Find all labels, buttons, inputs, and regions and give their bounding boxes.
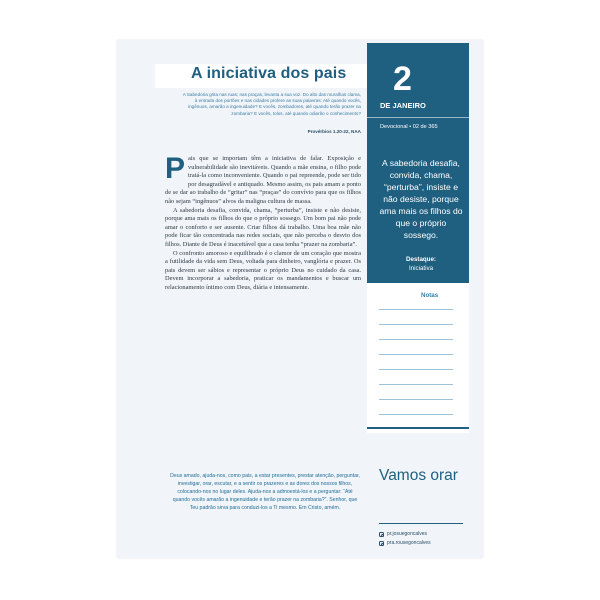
month-label: DE JANEIRO [380,101,426,110]
prayer-heading: Vamos orar [379,467,458,484]
day-number: 2 [393,60,412,98]
paragraph: O confronto amoroso e equilibrado é o clamor de um coração que mostra a futilidade da vida sem Deus, voltada para dinheiro, vanglória e prazer. Os pais devem ser sábios e representar o próprio Deus no cuidado da casa. Devem incorporar a sabedoria, praticar os mandamentos e buscar um relacionamento íntimo com Deus, diária e intensamente. [165,249,361,291]
social-handle [379,531,427,537]
paragraph-text: ais que se importam têm a iniciativa de falar. Exposição e vulnerabilidade são inevitáveis. Quando a mãe ensina, o filho pode tratá-la como inconveniente. Quando o pai repreende, pode ser tido por desagradável e antiquado. Mesmo assim, os pais amam a ponto de se dar ao trabalho de “gritar” nas “praças” do convívio para que os filhos não sejam “ingênuos” alvos da maligna cultura de massa. [165,155,361,205]
divider [379,523,463,524]
drop-cap: P [165,152,186,185]
scripture-reference: Provérbios 1.20-22, NAA [307,129,361,134]
social-handle-text: pra.rousegoncalves [387,540,431,546]
note-line [379,339,453,340]
devotional-counter: Devocional • 02 de 365 [380,124,438,130]
paragraph [165,152,361,207]
notes-title: Notas [421,292,439,299]
note-line [379,414,453,415]
note-line [379,384,453,385]
divider [367,117,469,118]
body-text [165,152,361,293]
epigraph: A Sabedoria grita nas ruas; nas praças, levanta a sua voz. Do alto das muralhas clama, à entrada dos portões e nas cidades profere as suas palavras: Até quando vocês, ingênuos, amarão a ingenuidade? E vocês, zombadores, até quando terão prazer na zombaria? E vocês, tolos, até quando odiarão o conhecimento? [182,92,361,116]
note-line [379,324,453,325]
notes-box [367,283,469,433]
instagram-icon [379,532,384,537]
social-handle-text: pr.josuegoncalves [387,531,428,537]
divider [367,427,469,429]
devotional-page [117,40,483,558]
date-panel [367,43,469,283]
note-line [379,354,453,355]
highlight-value: Iniciativa [408,265,434,272]
social-handle [379,540,431,546]
note-line [379,399,453,400]
highlight-label: Destaque: [406,256,436,263]
note-line [379,309,453,310]
note-line [379,369,453,370]
paragraph: A sabedoria desafia, convida, chama, “perturba”, insiste e não desiste, porque ama mais os filhos do que o próprio sossego. Um bom pai não pode amar o conforto e ser ausente. Criar filhos dá trabalho. Uma boa mãe não pode ficar tão concentrada nas redes sociais, que não perceba o desvio dos filhos. Diante de Deus é inaceitável que a casa tenha “prazer na zombaria”. [165,206,361,248]
prayer-text: Deus amado, ajuda-nos, como pais, a estar presentes, prestar atenção, perguntar, investigar, orar, escutar, e a sentir os prazeres e as dores dos nossos filhos, colocando-nos no lugar deles. Ajuda-nos a admoestá-los e a perguntar: “Até quando vocês amarão a ingenuidade e terão prazer na zombaria?”. Senhor, que Teu padrão sirva para conduzi-los a Ti mesmo. Em Cristo, amém. [170,473,360,511]
instagram-icon [379,541,384,546]
page-title: A iniciativa dos pais [191,65,347,82]
pull-quote: A sabedoria desafia, convida, chama, “perturba”, insiste e não desiste, porque ama mais os filhos do que o próprio sossego. [379,158,463,240]
